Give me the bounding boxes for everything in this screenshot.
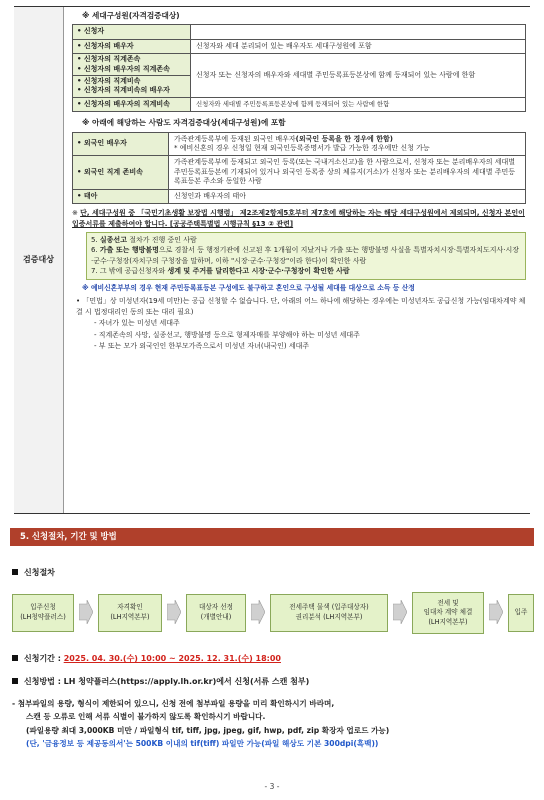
eligibility-table [14,6,530,514]
list-item: - 부 또는 모가 외국인인 한부모가족으로서 미성년 자녀(내국인) 세대주 [94,341,310,350]
step-verify: 자격확인 (LH지역본부) [98,594,162,632]
square-bullet-icon [12,569,18,575]
step-select: 대상자 선정 (개별안내) [186,594,246,632]
table-row [73,156,526,189]
section-title: 5. 신청절차, 기간 및 방법 [10,528,534,546]
household-table [72,24,526,112]
table-row [73,39,526,53]
table-row [73,132,526,156]
arrow-right-icon [79,600,93,624]
also-title: ※ 아래에 해당하는 사람도 자격검증대상(세대구성원)에 포함 [82,118,286,128]
row-value: 신청자와 세대 분리되어 있는 배우자도 세대구성원에 포함 [191,39,526,53]
eligibility-header: 검증대상 [14,7,64,513]
household-title: ※ 세대구성원(자격검증대상) [82,11,180,20]
arrow-right-icon [167,600,181,624]
page-number: - 3 - [264,782,280,791]
row-value: 신청인과 배우자의 태아 [169,189,526,203]
step-search: 전세주택 물색 (입주대상자) 권리분석 (LH지역본부) [270,594,388,632]
row-value [191,25,526,39]
row-value: 가족관계등록부에 등재되고 외국인 등록(또는 국내거소신고)을 한 사람으로서, 신청자 또는 분리배우자의 세대별 주민등록표등본에 기재되어 있거나 외국인 등록증 상의 체류지(거소)가 신청자 또는 분리배우자의 세대별 주민등록표등본 주소와 동일한 사람 [169,156,526,189]
step-apply: 입주신청 (LH청약플러스) [12,594,74,632]
step-move-in: 입주 [508,594,534,632]
table-row [73,189,526,203]
square-bullet-icon [12,655,18,661]
arrow-right-icon [251,600,265,624]
application-method: 신청방법 : LH 청약플러스(https://apply.lh.or.kr)에서 신청(서류 스캔 첨부) [12,677,309,688]
criteria-item: 5. 실종선고 절차가 진행 중인 사람 [91,235,197,244]
row-value: 신청자와 세대별 주민등록표등본상에 함께 등재되어 있는 사람에 한함 [191,97,526,111]
table-row [73,25,526,39]
criteria-item: 6. 가출 또는 행방불명으로 경찰서 등 행정기관에 신고된 후 1개월이 지났거나 가출 또는 행방불명 사실을 특별자치시장·특별자치도지사·시장·군수·구청장(자치구의 구청장을 말하며, 이하 "시장·군수·구청장"이라 한다)이 확인한 사람 [91,246,520,265]
row-value: 가족관계등록부에 등재된 외국인 배우자(외국인 등록을 한 경우에 한함) * 예비신혼의 경우 신청일 현재 외국인등록증명서가 발급 가능한 경우에만 신청 가능 [169,132,526,156]
table-row [73,97,526,111]
step-contract: 전세 및 임대차 계약 체결 (LH지역본부) [412,592,484,634]
minor-rules [72,296,526,352]
exclusion-criteria-box [86,232,526,280]
attachment-notes: - 첨부파일의 용량, 형식이 제한되어 있으니, 신청 전에 첨부파일 용량을 미리 확인하시기 바라며, 스캔 등 오류로 인해 서류 식별이 불가하지 않도록 확인하시기 바랍니다. (파일용량 최대 3,000KB 미만 / 파일형식 tif, tiff, jpg, jpeg, gif, hwp, pdf, zip 확장자 업로드 가능) (단, '금융정보 등 제공동의서'는 500KB 이내의 tif(tiff) 파일만 가능(파일 해상도 기본 300dpi(흑백)) [12,699,390,748]
list-item: - 직계존속의 사망, 실종선고, 행방불명 등으로 형제자매를 부양해야 하는 미성년 세대주 [94,330,360,339]
row-value: 신청자 또는 신청자의 배우자와 세대별 주민등록표등본상에 함께 등재되어 있는 사람에 한함 [191,54,526,98]
row-key: • 신청자의 직계존속 • 신청자의 배우자의 직계존속 • 신청자의 직계비속 • 신청자의 직계비속의 배우자 [73,54,191,98]
table-row [73,54,526,98]
square-bullet-icon [12,678,18,684]
row-key: • 신청자의 배우자 [73,39,191,53]
also-table [72,132,526,205]
row-key: • 신청자의 배우자의 직계비속 [73,97,191,111]
application-period: 신청기간 : 2025. 04. 30.(수) 10:00 ~ 2025. 12. 31.(수) 18:00 [12,654,281,665]
exclusion-note: ※ 단, 세대구성원 중 「국민기초생활 보장법 시행령」 제2조제2항제5호부터 제7호에 해당하는 자는 해당 세대구성원에서 제외되며, 신청자 본인이 입증서류를 제출하여야 합니다. [공공주택특별법 시행규칙 §13 ② 관련] [72,209,525,229]
list-item: - 자녀가 있는 미성년 세대주 [94,319,180,328]
arrow-right-icon [393,600,407,624]
criteria-item: 7. 그 밖에 공급신청자와 생계 및 주거를 달리한다고 시장·군수·구청장이 확인한 사람 [91,267,350,276]
row-key: • 외국인 직계 존비속 [73,156,169,189]
row-key: • 외국인 배우자 [73,132,169,156]
row-key: • 태아 [73,189,169,203]
minor-bullet: • 「민법」상 미성년자(19세 미만)는 공급 신청할 수 없습니다. 단, 아래의 어느 하나에 해당하는 경우에는 미성년자도 공급신청 가능(임대차계약 체결 시 법정대리인 동의 또는 대리 필요) [76,297,526,317]
procedure-flow [8,586,536,640]
row-key: • 신청자 [73,25,191,39]
newlywed-note: ※ 예비신혼부부의 경우 현재 주민등록표등본 구성에도 불구하고 혼인으로 구성될 세대를 대상으로 소득 등 산정 [82,283,415,292]
eligibility-body [72,7,526,513]
arrow-right-icon [489,600,503,624]
procedure-heading: 신청절차 [12,568,55,579]
